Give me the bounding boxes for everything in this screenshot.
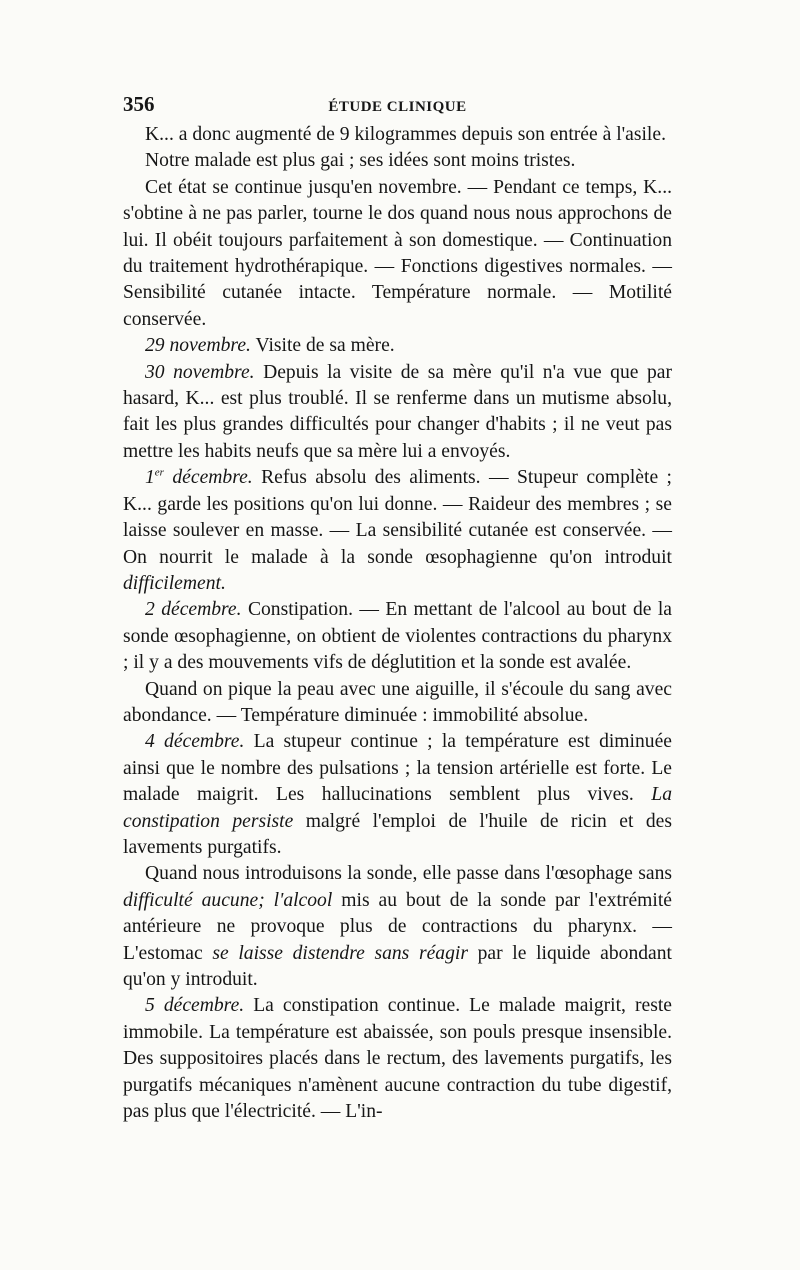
entry-date: [145, 467, 253, 488]
paragraph-text-middle: mis au bout de la sonde par l'extrémité antérieure ne provoque plus de contractions du pharynx. — L'estomac: [123, 889, 672, 964]
entry-text-after: malgré l'emploi de l'huile de ricin et des lavements purgatifs.: [123, 810, 672, 858]
emphasis-text: difficilement.: [123, 572, 226, 594]
paragraph-text: Notre malade est plus gai ; ses idées sont moins tristes.: [145, 150, 576, 172]
paragraph-text: Quand on pique la peau avec une aiguille, il s'écoule du sang avec abondance. — Température diminuée : immobilité absolue.: [123, 678, 672, 726]
date-word: décembre.: [172, 467, 253, 489]
paragraph-piqure: [123, 677, 672, 730]
entry-date: 5 décembre.: [145, 995, 245, 1017]
entry-date: 2 décembre.: [145, 599, 242, 621]
entry-date: 29 novembre.: [145, 335, 251, 357]
emphasis-text-2: se laisse distendre sans réagir: [212, 942, 468, 964]
date-number: 1: [145, 467, 155, 489]
entry-text: Constipation. — En mettant de l'alcool au bout de la sonde œsophagienne, on obtient de violentes contractions du pharynx ; il y a des mouvements vifs de déglutition et la sonde est avalée.: [123, 599, 672, 674]
paragraph-sonde: [123, 861, 672, 993]
paragraph-text: K... a donc augmenté de 9 kilogrammes depuis son entrée à l'asile.: [145, 124, 666, 145]
entry-text: Visite de sa mère.: [255, 335, 395, 357]
page-header: [123, 92, 672, 118]
entry-2-decembre: [123, 597, 672, 676]
entry-text: Refus absolu des aliments. — Stupeur complète ; K... garde les positions qu'on lui donne. — Raideur des membres ; se laisse soulever en masse. — La sensibilité cutanée est conservée. — On nourrit le malade à la sonde œsophagienne qu'on introduit: [123, 467, 672, 568]
page-number: 356: [123, 92, 155, 116]
paragraph-3: [123, 175, 672, 333]
paragraph-2: [123, 148, 672, 174]
emphasis-text-1: difficulté aucune; l'alcool: [123, 889, 333, 911]
emphasis-text: La constipation persiste: [123, 784, 672, 832]
paragraph-text: Cet état se continue jusqu'en novembre. — Pendant ce temps, K... s'obtine à ne pas parler, tourne le dos quand nous nous approchons de lui. Il obéit toujours parfaitement à son domestique. — Continuation du traitement hydrothérapique. — Fonctions digestives normales. — Sensibilité cutanée intacte. Température normale. — Motilité conservée.: [123, 176, 672, 330]
entry-29-novembre: [123, 333, 672, 359]
entry-text: Depuis la visite de sa mère qu'il n'a vue que par hasard, K... est plus troublé. Il se renferme dans un mutisme absolu, fait les plus grandes difficultés pour changer d'habits ; il ne veut pas mettre les habits neufs que sa mère lui a envoyés.: [123, 361, 672, 462]
entry-5-decembre: [123, 993, 672, 1125]
paragraph-1: [123, 122, 672, 148]
paragraph-text: Quand nous introduisons la sonde, elle passe dans l'œsophage sans: [145, 863, 672, 885]
date-superscript: er: [154, 466, 164, 479]
page-body: [123, 122, 672, 1125]
entry-text: La constipation continue. Le malade maigrit, reste immobile. La température est abaissée, son pouls presque insensible. Des suppositoires placés dans le rectum, des lavements purgatifs, les purgatifs mécaniques n'amènent aucune contraction du tube digestif, pas plus que l'électricité. — L'in-: [123, 995, 672, 1123]
entry-4-decembre: [123, 729, 672, 861]
running-title: ÉTUDE CLINIQUE: [328, 99, 467, 115]
entry-date: 4 décembre.: [145, 731, 245, 753]
entry-30-novembre: [123, 360, 672, 466]
entry-text: La stupeur continue ; la température est diminuée ainsi que le nombre des pulsations ; la tension artérielle est forte. Le malade maigrit. Les hallucinations semblent plus vives.: [123, 731, 672, 806]
entry-1er-decembre: [123, 465, 672, 597]
entry-date: 30 novembre.: [145, 361, 255, 383]
paragraph-text-after: par le liquide abondant qu'on y introduit.: [123, 942, 672, 990]
